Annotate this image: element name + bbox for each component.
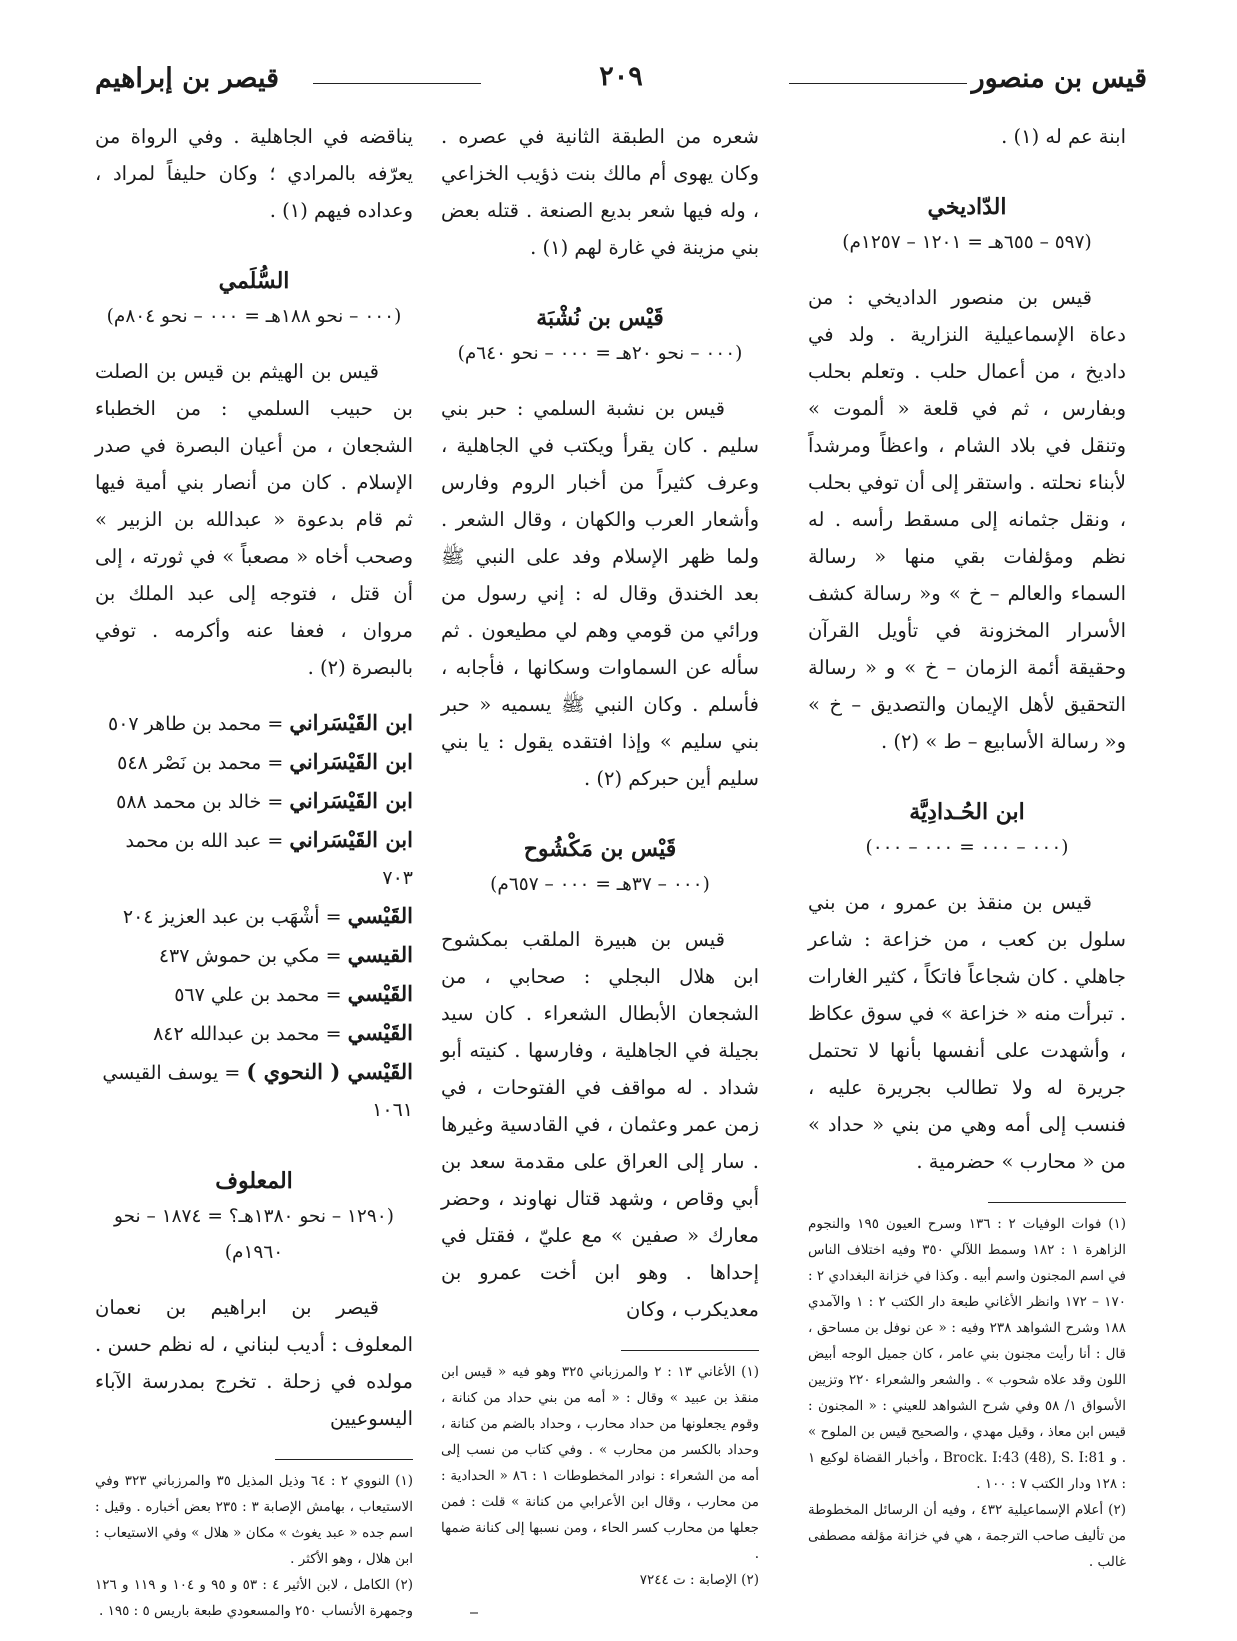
cross-reference bbox=[95, 743, 413, 782]
entry-dates: (٠٠٠ – ٠٠٠ = ٠٠٠ – ٠٠٠) bbox=[865, 837, 1069, 858]
continuation-text: شعره من الطبقة الثانية في عصره . وكان يهوى أم مالك بنت ذؤيب الخزاعي ، وله فيها شعر بديع الصنعة . قتله بعض بني مزينة في غارة لهم (١) . bbox=[441, 125, 759, 259]
entry-title: ابن الحُـدادِيَّة bbox=[909, 799, 1025, 825]
column-right bbox=[808, 118, 1126, 1575]
xref-target: = أشْهَب بن عبد العزيز ٢٠٤ bbox=[122, 906, 342, 928]
entry-dates: (٠٠٠ – ٣٧هـ = ٠٠٠ – ٦٥٧م) bbox=[490, 874, 710, 895]
entry-title: المعلوف bbox=[215, 1168, 293, 1194]
xref-target: = عبد الله بن محمد ٧٠٣ bbox=[125, 830, 413, 889]
footnote: (٢) الإصابة : ت ٧٢٤٤ bbox=[639, 1572, 759, 1588]
xref-name: القَيْسي bbox=[347, 903, 413, 928]
xref-name: القَيْسي bbox=[347, 1020, 413, 1045]
entry-body: قيصر بن ابراهيم بن نعمان المعلوف : أديب لبناني ، له نظم حسن . مولده في زحلة . تخرج بمدرسة الآباء اليسوعيين bbox=[95, 1296, 413, 1430]
xref-name: القيسي bbox=[347, 942, 413, 967]
xref-name: القَيْسي bbox=[347, 981, 413, 1006]
page-number: ٢٠٩ bbox=[599, 61, 643, 92]
column-middle bbox=[441, 118, 759, 1593]
cross-reference bbox=[95, 897, 413, 936]
header-right-title: قيس بن منصور bbox=[971, 63, 1147, 94]
cross-reference bbox=[95, 975, 413, 1014]
scan-mark bbox=[470, 1612, 478, 1614]
xref-target: = محمد بن طاهر ٥٠٧ bbox=[107, 713, 284, 735]
entry-dates: (٠٠٠ – نحو ٢٠هـ = ٠٠٠ – نحو ٦٤٠م) bbox=[457, 343, 743, 364]
xref-target: = محمد بن نَصْر ٥٤٨ bbox=[117, 752, 284, 774]
entry-body: قيس بن نشبة السلمي : حبر بني سليم . كان يقرأ ويكتب في الجاهلية ، وعرف كثيراً من أخبار الروم وفارس وأشعار العرب والكهان ، وقال الشعر . ولما ظهر الإسلام وفد على النبي ﷺ بعد الخندق وقال له : إني رسول من ورائي من قومي وهم لي مطيعون . ثم سأله عن السماوات وسكانها ، فأجابه ، فأسلم . وكان النبي ﷺ يسميه « حبر بني سليم » وإذا افتقده يقول : يا بني سليم أين حبركم (٢) . bbox=[441, 397, 759, 790]
footnote: (٢) أعلام الإسماعيلية ٤٣٢ ، وفيه أن الرسائل المخطوطة من تأليف صاحب الترجمة ، هي في خزانة مؤلفه مصطفى غالب . bbox=[808, 1502, 1126, 1570]
entry-body: قيس بن هبيرة الملقب بمكشوح ابن هلال البجلي : صحابي ، من الشجعان الأبطال الشعراء . كان سيد بجيلة في الجاهلية ، وفارسها . كنيته أبو شداد . له مواقف في الفتوحات ، في زمن عمر وعثمان ، في القادسية وغيرها . سار إلى العراق على مقدمة سعد بن أبي وقاص ، وشهد قتال نهاوند ، وحضر معارك « صفين » مع عليّ ، فقتل في إحداها . وهو ابن أخت عمرو بن معديكرب ، وكان bbox=[441, 928, 759, 1321]
xref-name: ابن القَيْسَراني bbox=[289, 827, 413, 852]
cross-reference bbox=[95, 1053, 413, 1129]
entry-title: الدّاديخي bbox=[927, 194, 1007, 220]
continuation-text: ابنة عم له (١) . bbox=[1001, 125, 1126, 148]
entry-body: قيس بن الهيثم بن قيس بن الصلت بن حبيب السلمي : من الخطباء الشجعان ، من أعيان البصرة في صدر الإسلام . كان من أنصار بني أمية فيها ثم قام بدعوة « عبدالله بن الزبير » وصحب أخاه « مصعباً » في ثورته ، إلى أن قتل ، فتوجه إلى عبد الملك بن مروان ، فعفا عنه وأكرمه . توفي بالبصرة (٢) . bbox=[95, 360, 413, 679]
entry-dates: (٠٠٠ – نحو ١٨٨هـ = ٠٠٠ – نحو ٨٠٤م) bbox=[106, 306, 402, 327]
cross-reference bbox=[95, 782, 413, 821]
column-left bbox=[95, 118, 413, 1624]
xref-target: = خالد بن محمد ٥٨٨ bbox=[116, 791, 284, 813]
xref-name: ابن القَيْسَراني bbox=[289, 788, 413, 813]
cross-reference bbox=[95, 821, 413, 897]
header-rule-left bbox=[313, 83, 481, 84]
header-rule-right bbox=[789, 83, 967, 84]
xref-target: = مكي بن حموش ٤٣٧ bbox=[158, 945, 342, 967]
xref-target: = محمد بن علي ٥٦٧ bbox=[174, 984, 342, 1006]
cross-reference bbox=[95, 704, 413, 743]
entry-body: قيس بن منقذ بن عمرو ، من بني سلول بن كعب ، من خزاعة : شاعر جاهلي . كان شجاعاً فاتكاً ، كثير الغارات . تبرأت منه « خزاعة » في سوق عكاظ ، وأشهدت على أنفسها بأنها لا تحتمل جريرة له ولا تطالب بجريرة عليه ، فنسب إلى أمه وهي من بني « حداد » من « محارب » حضرمية . bbox=[808, 891, 1126, 1173]
xref-name: ابن القَيْسَراني bbox=[289, 710, 413, 735]
footnote: (٢) الكامل ، لابن الأثير ٤ : ٥٣ و ٩٥ و ١٠٤ و ١١٩ و ١٢٦ وجمهرة الأنساب ٢٥٠ والمسعودي طبعة باريس ٥ : ١٩٥ . bbox=[95, 1577, 413, 1619]
xref-name: القَيْسي ( النحوي ) bbox=[246, 1059, 413, 1084]
entry-title: قَيْس بن نُشْبَة bbox=[536, 305, 664, 331]
footnote: (١) الأغاني ١٣ : ٢ والمرزباني ٣٢٥ وهو فيه « قيس ابن منقذ بن عبيد » وقال : « أمه من بني حداد من كنانة ، وقوم يجعلونها من حداد محارب ، وحداد بالضم من كنانة ، وحداد بالكسر من محارب » . وفي كتاب من نسب إلى أمه من الشعراء : نوادر المخطوطات ١ : ٨٦ « الحدادية : من محارب ، وقال ابن الأعرابي من كنانة » قلت : فمن جعلها من محارب كسر الحاء ، ومن نسبها إلى كنانة ضمها . bbox=[441, 1364, 759, 1562]
entry-dates: (٥٩٧ – ٦٥٥هـ = ١٢٠١ – ١٢٥٧م) bbox=[842, 232, 1092, 253]
cross-reference bbox=[95, 936, 413, 975]
cross-reference bbox=[95, 1014, 413, 1053]
cross-reference-list bbox=[95, 704, 413, 1129]
xref-target: = محمد بن عبدالله ٨٤٢ bbox=[153, 1023, 342, 1045]
header-left-title: قيصر بن إبراهيم bbox=[95, 63, 280, 94]
footnote-rule bbox=[275, 1459, 413, 1460]
footnote: (١) النووي ٢ : ٦٤ وذيل المذيل ٣٥ والمرزباني ٣٢٣ وفي الاستيعاب ، بهامش الإصابة ٣ : ٢٣٥ بعض أخباره . وقيل : اسم جده « عبد يغوث » مكان « هلال » وفي الاستيعاب : ابن هلال ، وهو الأكثر . bbox=[95, 1473, 413, 1567]
footnote-rule bbox=[988, 1202, 1126, 1203]
xref-target: = يوسف القيسي ١٠٦١ bbox=[102, 1062, 413, 1121]
entry-dates: (١٢٩٠ – نحو ١٣٨٠هـ؟ = ١٨٧٤ – نحو ١٩٦٠م) bbox=[114, 1206, 394, 1263]
continuation-text: يناقضه في الجاهلية . وفي الرواة من يعرّفه بالمرادي ؛ وكان حليفاً لمراد ، وعداده فيهم (١) . bbox=[95, 125, 413, 222]
running-header bbox=[95, 55, 1147, 103]
entry-body: قيس بن منصور الداديخي : من دعاة الإسماعيلية النزارية . ولد في داديخ ، من أعمال حلب . وتعلم بحلب وبفارس ، ثم في قلعة « ألموت » وتنقل في بلاد الشام ، واعظاً ومرشداً لأبناء نحلته . واستقر إلى أن توفي بحلب ، ونقل جثمانه إلى مسقط رأسه . له نظم ومؤلفات بقي منها « رسالة السماء والعالم – خ » و« رسالة كشف الأسرار المخزونة في تأويل القرآن وحقيقة أئمة الزمان – خ » و « رسالة التحقيق لأهل الإيمان والتصديق – خ » و« رسالة الأسابيع – ط » (٢) . bbox=[808, 286, 1126, 753]
xref-name: ابن القَيْسَراني bbox=[289, 749, 413, 774]
entry-title: قَيْس بن مَكْشُوح bbox=[523, 836, 677, 862]
entry-title: السُّلَمي bbox=[218, 268, 290, 294]
footnote-rule bbox=[621, 1350, 759, 1351]
footnote: (١) فوات الوفيات ٢ : ١٣٦ وسرح العيون ١٩٥ والنجوم الزاهرة ١ : ١٨٢ وسمط اللآلي ٣٥٠ وفيه اختلاف الناس في اسم المجنون واسم أبيه . وكذا في خزانة البغدادي ٢ : ١٧٠ – ١٧٢ وانظر الأغاني طبعة دار الكتب ٢ : ١ والآمدي ١٨٨ وشرح الشواهد ٢٣٨ وفيه : « عن نوفل بن مساحق ، قال : أنا رأيت مجنون بني عامر ، كان جميل الوجه أبيض اللون وقد علاه شحوب » . والشعر والشعراء ٢٢٠ وتزيين الأسواق ١/ ٥٨ وفي شرح الشواهد للعيني : « المجنون : قيس ابن معاذ ، وقيل مهدي ، والصحيح قيس بن الملوح » . و Brock. I:43 (48), S. I:81 ، وأخبار القضاة لوكيع ١ : ١٢٨ ودار الكتب ٧ : ١٠٠ . bbox=[808, 1216, 1127, 1492]
